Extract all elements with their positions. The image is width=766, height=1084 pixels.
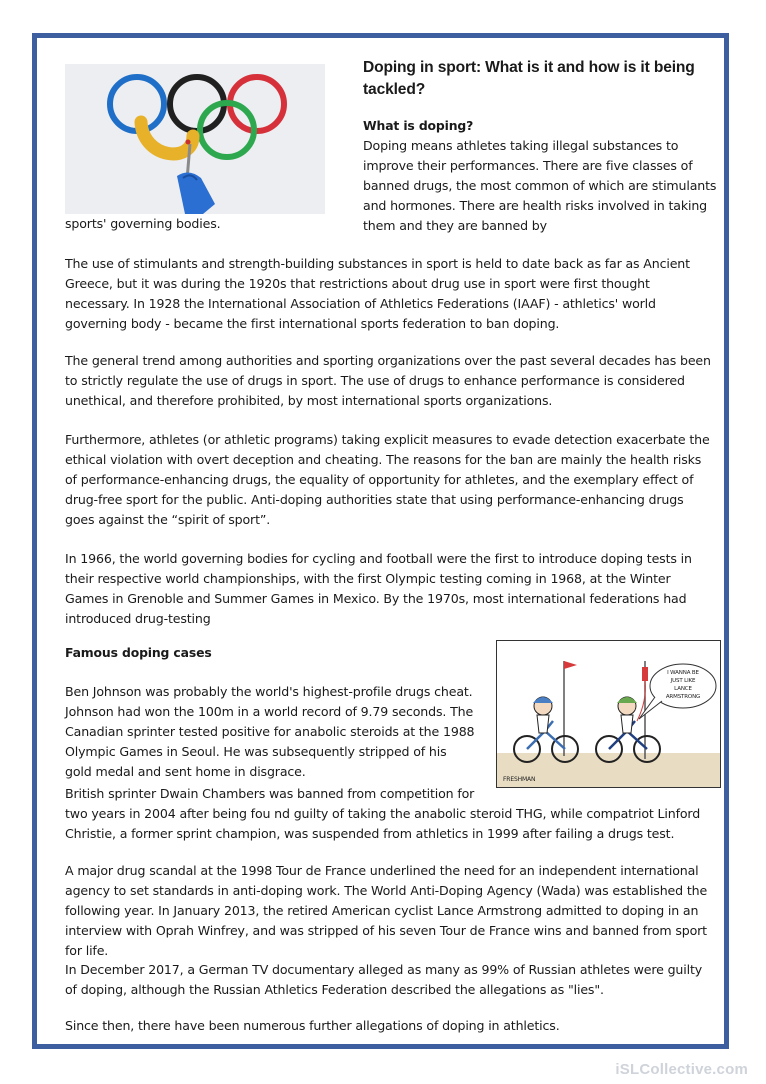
page-frame [32,33,729,1049]
regulation-paragraph: The general trend among authorities and sporting organizations over the past several decades has been to strictly regulate the use of drugs in sport. The use of drugs to enhance performance is considered unethical, and therefore prohibited, by most international sports organizations. [65,353,711,408]
what-is-doping-heading: What is doping? [363,118,474,133]
olympic-rings-image [65,64,325,214]
intro-paragraph: Doping means athletes taking illegal substances to improve their performances. There are five classes of banned drugs, the most common of which are stimulants and hormones. There are health risks involved in taking them and they are banned by [363,138,717,233]
chambers-paragraph-start: British sprinter Dwain Chambers was banned from competition for [65,786,475,801]
tour-de-france-paragraph: A major drug scandal at the 1998 Tour de France underlined the need for an independent international agency to set standards in anti-doping work. The World Anti-Doping Agency (Wada) was established the following year. In January 2013, the retired American cyclist Lance Armstrong admitted to doping in an interview with Oprah Winfrey, and was stripped of his seven Tour de France wins and banned from sport for life. [65,863,708,958]
cycling-cartoon-image [496,640,721,788]
famous-cases-heading: Famous doping cases [65,645,212,660]
page-title: Doping in sport: What is it and how is it being tackled? [363,59,695,98]
history-paragraph: The use of stimulants and strength-building substances in sport is held to date back as far as Ancient Greece, but it was during the 1920s that restrictions about drug use in sport were first thought necessary. In 1928 the International Association of Athletics Federations (IAAF) - athletics' world governing body - became the first international sports federation to ban doping. [65,256,690,331]
chambers-paragraph-end: two years in 2004 after being fou nd guilty of taking the anabolic steroid THG, while compatriot Linford Christie, a former sprint champion, was suspended from athletics in 1999 after failing a drugs test. [65,806,701,841]
svg-text:I WANNA BE: I WANNA BE [667,670,699,676]
what-is-doping-section [363,116,719,236]
closing-paragraph: Since then, there have been numerous further allegations of doping in athletics. [65,1018,560,1033]
ben-johnson-paragraph: Ben Johnson was probably the world's highest-profile drugs cheat. Johnson had won the 100m in a world record of 9.79 seconds. The Canadian sprinter tested positive for anabolic steroids at the 1988 Olympic Games in Seoul. He was subsequently stripped of his gold medal and sent home in disgrace. [65,684,475,779]
testing-history-paragraph: In 1966, the world governing bodies for cycling and football were the first to introduce doping tests in their respective world championships, with the first Olympic testing coming in 1968, at the Winter Games in Grenoble and Summer Games in Mexico. By the 1970s, most international federations had introduced drug-testing [65,551,692,626]
svg-text:ARMSTRONG: ARMSTRONG [665,694,701,700]
ethics-paragraph: Furthermore, athletes (or athletic programs) taking explicit measures to evade detection exacerbate the ethical violation with overt deception and cheating. The reasons for the ban are mainly the health risks of performance-enhancing drugs, the equality of opportunity for athletes, and the exemplary effect of drug-free sport for the public. Anti-doping authorities state that using performance-enhancing drugs goes against the “spirit of sport”. [65,432,710,527]
intro-paragraph-tail: sports' governing bodies. [65,216,221,231]
svg-text:JUST LIKE: JUST LIKE [670,678,696,684]
russia-paragraph: In December 2017, a German TV documentary alleged as many as 99% of Russian athletes were guilty of doping, although the Russian Athletics Federation described the allegations as "lies". [65,962,703,997]
watermark: iSLCollective.com [615,1061,748,1078]
svg-text:LANCE: LANCE [674,686,692,692]
svg-text:FRESHMAN: FRESHMAN [503,776,536,783]
